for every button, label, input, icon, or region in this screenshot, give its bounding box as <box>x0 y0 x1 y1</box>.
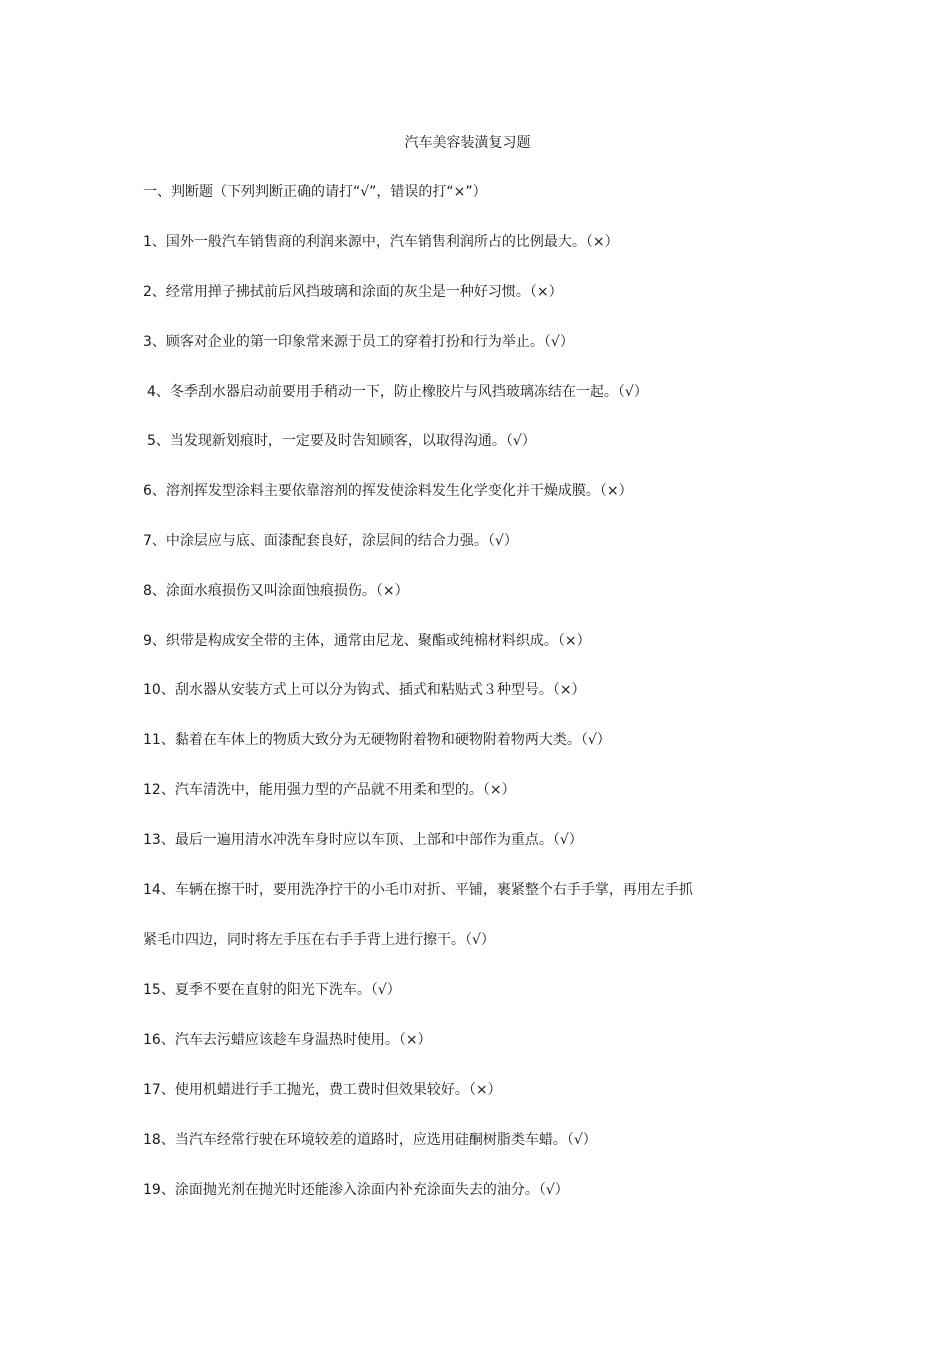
question-item-8: 8、涂面水痕损伤又叫涂面蚀痕损伤。（×） <box>143 583 409 599</box>
question-item-13: 13、最后一遍用清水冲洗车身时应以车顶、上部和中部作为重点。（√） <box>143 832 583 848</box>
question-item-15: 15、夏季不要在直射的阳光下洗车。（√） <box>143 982 401 998</box>
question-item-2: 2、经常用掸子拂拭前后风挡玻璃和涂面的灰尘是一种好习惯。（×） <box>143 284 563 300</box>
question-item-14: 14、车辆在擦干时，要用洗净拧干的小毛巾对折、平铺，裹紧整个右手手掌，再用左手抓 <box>143 882 693 898</box>
question-item-18: 18、当汽车经常行驶在环境较差的道路时，应选用硅酮树脂类车蜡。（√） <box>143 1132 597 1148</box>
question-item-16: 16、汽车去污蜡应该趁车身温热时使用。（×） <box>143 1032 432 1048</box>
question-item-6: 6、溶剂挥发型涂料主要依靠溶剂的挥发使涂料发生化学变化并干燥成膜。（×） <box>143 483 633 499</box>
question-item-4: 4、冬季刮水器启动前要用手稍动一下，防止橡胶片与风挡玻璃冻结在一起。（√） <box>147 384 648 400</box>
question-item-11: 11、黏着在车体上的物质大致分为无硬物附着物和硬物附着物两大类。（√） <box>143 732 611 748</box>
document-title: 汽车美容装潢复习题 <box>404 135 531 151</box>
section-heading-true-false: 一、判断题（下列判断正确的请打“√”，错误的打“×”） <box>143 184 487 200</box>
question-item-14-continued: 紧毛巾四边，同时将左手压在右手手背上进行擦干。（√） <box>143 932 495 948</box>
question-item-3: 3、顾客对企业的第一印象常来源于员工的穿着打扮和行为举止。（√） <box>143 334 574 350</box>
question-item-1: 1、国外一般汽车销售商的利润来源中，汽车销售利润所占的比例最大。（×） <box>143 234 619 250</box>
question-item-12: 12、汽车清洗中，能用强力型的产品就不用柔和型的。（×） <box>143 782 516 798</box>
question-item-9: 9、织带是构成安全带的主体，通常由尼龙、聚酯或纯棉材料织成。（×） <box>143 633 591 649</box>
question-item-10: 10、刮水器从安装方式上可以分为钩式、插式和粘贴式３种型号。（×） <box>143 682 586 698</box>
question-item-7: 7、中涂层应与底、面漆配套良好，涂层间的结合力强。（√） <box>143 533 518 549</box>
question-item-19: 19、涂面抛光剂在抛光时还能渗入涂面内补充涂面失去的油分。（√） <box>143 1182 569 1198</box>
question-item-5: 5、当发现新划痕时，一定要及时告知顾客，以取得沟通。（√） <box>147 433 536 449</box>
question-item-17: 17、使用机蜡进行手工抛光，费工费时但效果较好。（×） <box>143 1082 502 1098</box>
